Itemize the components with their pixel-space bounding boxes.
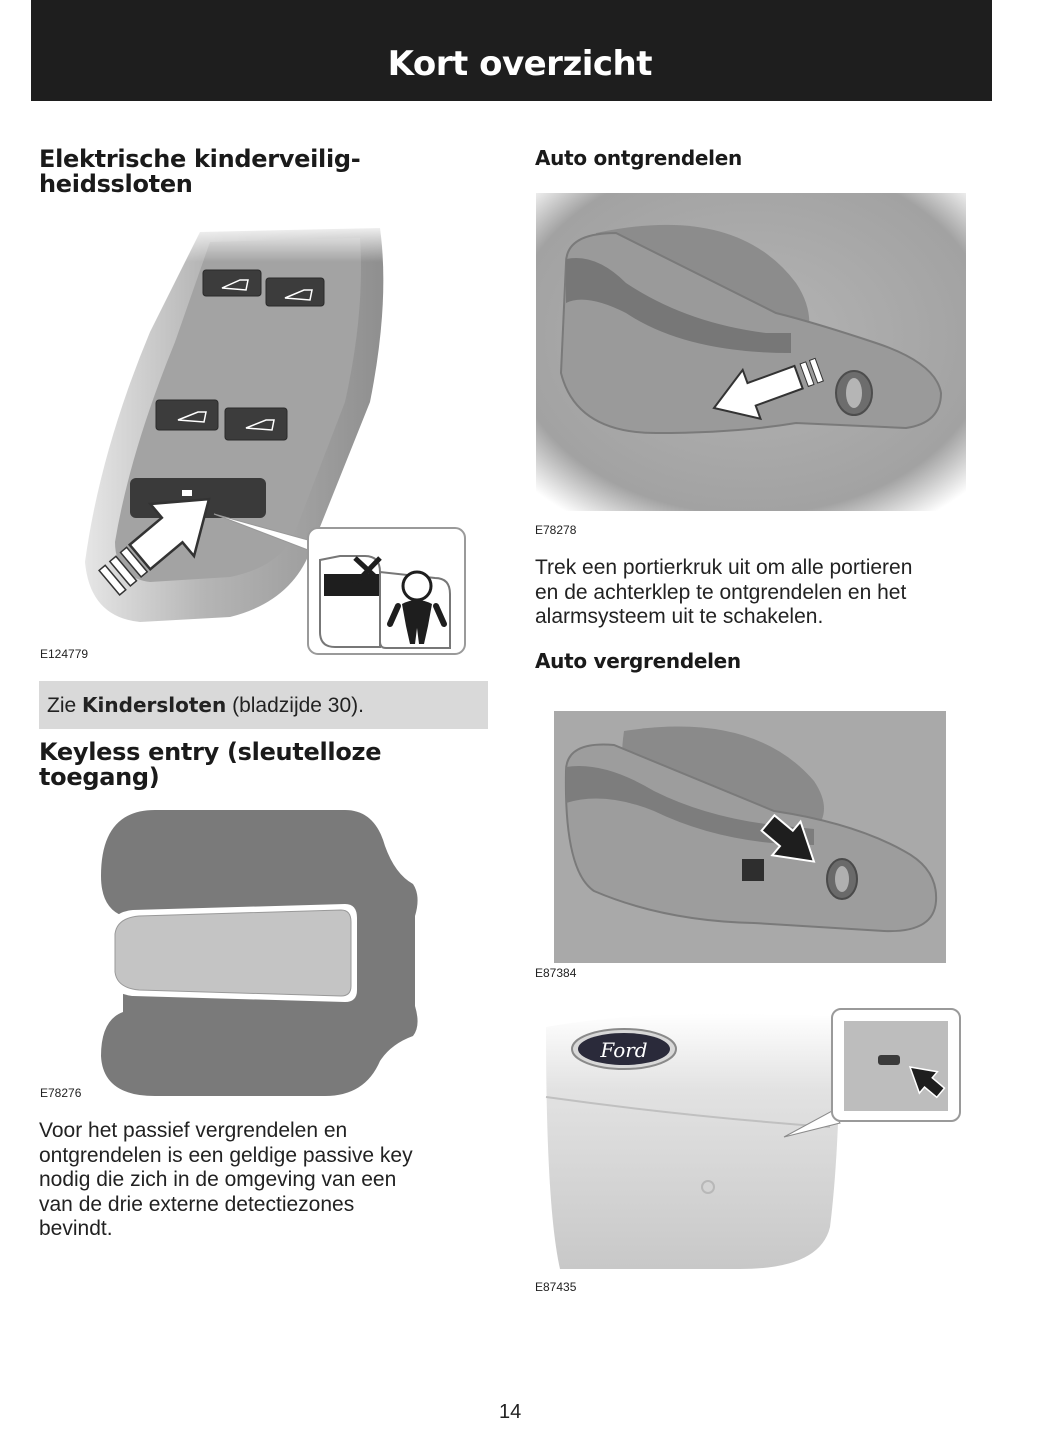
- note-link[interactable]: Kindersloten: [82, 693, 227, 717]
- unlock-text: [535, 556, 912, 630]
- window-switch-panel-illustration: [80, 222, 470, 658]
- text-line: van de drie externe detectiezones: [39, 1192, 355, 1216]
- text-line: bevindt.: [39, 1217, 113, 1240]
- heading-line: toegang): [39, 763, 160, 791]
- heading-lock: Auto vergrendelen: [535, 649, 741, 673]
- text-line: nodig die zich in de omgeving van een: [39, 1168, 397, 1191]
- note-text: [47, 693, 364, 718]
- page-title: Kort overzicht: [387, 44, 652, 84]
- heading-line: heidssloten: [39, 170, 193, 198]
- note-suffix: (bladzijde 30).: [232, 694, 364, 717]
- text-line: alarmsysteem uit te schakelen.: [535, 605, 824, 628]
- text-line: en de achterklep te ontgrendelen en het: [535, 580, 907, 604]
- ford-logo-text: Ford: [600, 1038, 648, 1062]
- text-line: Voor het passief vergrendelen en: [39, 1119, 348, 1142]
- figure-caption: E87384: [535, 966, 577, 980]
- reference-note: [39, 681, 488, 729]
- keyless-entry-text: [39, 1119, 413, 1242]
- heading-unlock: Auto ontgrendelen: [535, 146, 742, 170]
- figure-caption: E78278: [535, 523, 577, 537]
- heading-child-locks: [39, 147, 360, 197]
- tailgate-lock-illustration: [540, 1007, 964, 1279]
- figure-caption: E87435: [535, 1280, 577, 1294]
- detection-zones-illustration: [95, 806, 425, 1098]
- door-handle-lock-illustration: [554, 711, 946, 963]
- figure-caption: E78276: [40, 1086, 82, 1100]
- heading-line: Keyless entry (sleutelloze: [39, 738, 382, 766]
- page-number: 14: [499, 1401, 522, 1423]
- header-bar: [31, 0, 992, 101]
- figure-caption: E124779: [40, 647, 89, 661]
- door-handle-unlock-illustration: [536, 193, 966, 511]
- note-prefix: Zie: [47, 694, 77, 717]
- text-line: ontgrendelen is een geldige passive key: [39, 1143, 413, 1167]
- heading-keyless-entry: [39, 740, 381, 790]
- text-line: Trek een portierkruk uit om alle portieren: [535, 556, 913, 579]
- heading-line: Elektrische kinderveilig-: [39, 145, 361, 173]
